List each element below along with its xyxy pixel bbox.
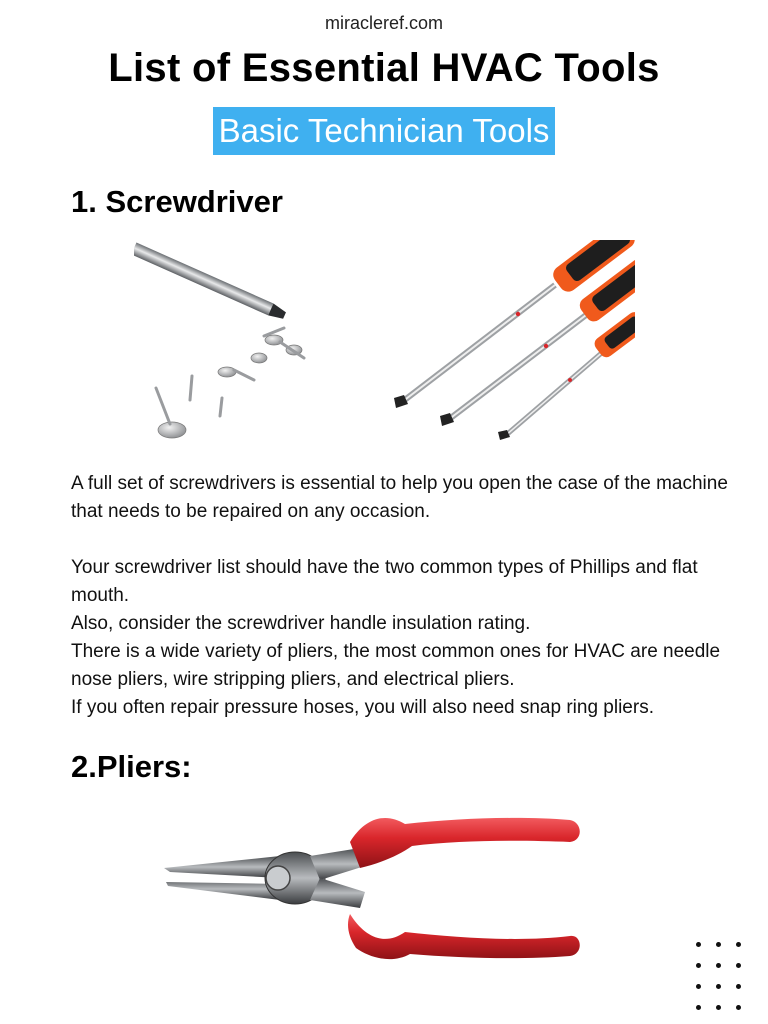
site-domain: miracleref.com xyxy=(324,13,444,33)
paragraph: Your screwdriver list should have the two common types of Phillips and flat mouth. xyxy=(71,557,698,606)
paragraph: Also, consider the screwdriver handle insulation rating. xyxy=(71,613,531,634)
decorative-dots xyxy=(690,936,750,1024)
screwdriver-screws-image xyxy=(134,240,334,445)
screwdriver-description xyxy=(71,470,751,722)
screwdriver-set-image xyxy=(390,240,635,445)
subtitle: Basic Technician Tools xyxy=(213,107,556,155)
section-heading-screwdriver: 1. Screwdriver xyxy=(71,184,283,219)
paragraph: If you often repair pressure hoses, you will also need snap ring pliers. xyxy=(71,697,654,718)
paragraph: There is a wide variety of pliers, the most common ones for HVAC are needle nose pliers, wire stripping pliers, and electrical pliers. xyxy=(71,641,721,690)
needle-nose-pliers-image xyxy=(160,808,590,973)
section-heading-pliers: 2.Pliers: xyxy=(71,749,192,784)
paragraph: A full set of screwdrivers is essential to help you open the case of the machine that needs to be repaired on any occasion. xyxy=(71,473,728,522)
page-title: List of Essential HVAC Tools xyxy=(108,46,660,90)
subtitle-banner xyxy=(0,107,768,155)
